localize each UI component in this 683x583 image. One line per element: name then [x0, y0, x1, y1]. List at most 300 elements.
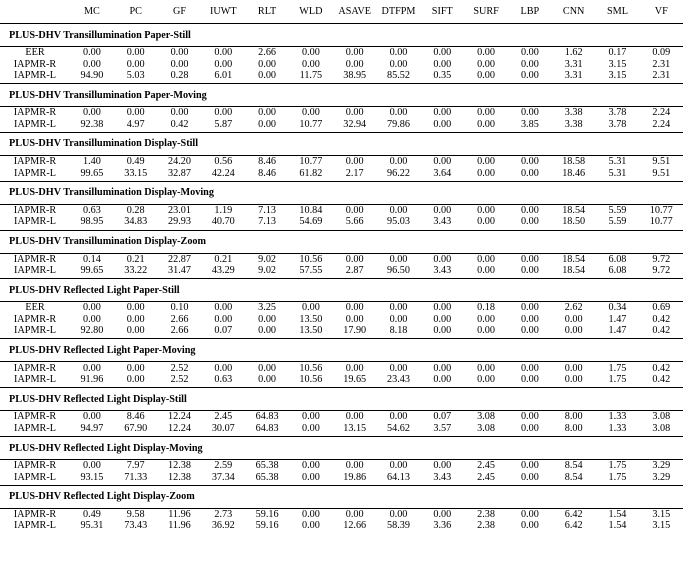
value-cell-pc: 67.90 [124, 422, 148, 434]
value-cell-gf: 12.38 [168, 460, 191, 472]
value-cell-pc: 0.00 [126, 58, 145, 70]
value-cell-vf: 10.77 [649, 204, 673, 216]
value-cell-gf: 29.93 [168, 216, 191, 228]
value-cell-dtfpm: 0.00 [389, 362, 408, 374]
column-header-cnn: CNN [562, 6, 585, 17]
value-cell-vf: 3.08 [652, 422, 671, 434]
metric-label: EER [25, 302, 45, 314]
value-cell-dtfpm: 0.00 [389, 411, 408, 423]
section-title: PLUS-DHV Transillumination Paper-Moving [0, 84, 683, 107]
table-row [0, 107, 683, 119]
section-title: PLUS-DHV Reflected Light Display-Zoom [0, 485, 683, 508]
value-cell-lbp: 0.00 [520, 167, 539, 179]
value-cell-surf: 0.00 [477, 253, 495, 265]
value-cell-mc: 99.65 [80, 167, 104, 179]
table-row [0, 423, 683, 437]
value-cell-sift: 3.43 [433, 265, 452, 277]
value-cell-mc: 0.00 [82, 411, 101, 423]
value-cell-lbp: 0.00 [520, 460, 539, 472]
value-cell-sift: 3.43 [433, 471, 452, 483]
value-cell-vf: 2.31 [652, 58, 671, 70]
value-cell-dtfpm: 79.86 [387, 118, 410, 130]
value-cell-cnn: 6.42 [564, 520, 583, 532]
value-cell-mc: 0.00 [82, 58, 101, 70]
value-cell-asave: 0.00 [345, 204, 364, 216]
value-cell-sml: 1.54 [608, 509, 627, 520]
value-cell-sml: 3.15 [608, 58, 627, 70]
value-cell-lbp: 0.00 [520, 156, 539, 168]
value-cell-wld: 0.00 [301, 460, 320, 472]
value-cell-lbp: 0.00 [520, 325, 539, 337]
value-cell-sift: 3.43 [433, 216, 452, 228]
value-cell-asave: 0.00 [345, 302, 364, 314]
value-cell-sml: 5.59 [608, 204, 627, 216]
table-row [0, 167, 683, 181]
value-cell-vf: 3.29 [652, 460, 671, 472]
column-header-vf: VF [654, 6, 668, 17]
metric-label: IAPMR-L [14, 216, 56, 228]
value-cell-pc: 0.00 [126, 362, 145, 374]
metric-label: IAPMR-L [14, 471, 56, 483]
column-header-rlt: RLT [257, 6, 277, 17]
metric-label: IAPMR-L [14, 265, 56, 277]
column-header-iuwt: IUWT [209, 6, 237, 17]
section-title: PLUS-DHV Transillumination Paper-Still [0, 24, 683, 47]
value-cell-rlt: 9.02 [258, 253, 276, 265]
column-header-wld: WLD [299, 6, 323, 17]
value-cell-surf: 0.00 [477, 118, 495, 130]
value-cell-rlt: 59.16 [255, 509, 279, 520]
value-cell-dtfpm: 0.00 [389, 460, 408, 472]
value-cell-vf: 9.51 [652, 156, 671, 168]
value-cell-lbp: 0.00 [520, 253, 539, 265]
value-cell-surf: 0.00 [477, 325, 495, 337]
metric-label: IAPMR-R [13, 204, 57, 216]
value-cell-sml: 6.08 [608, 253, 627, 265]
value-cell-pc: 0.00 [126, 374, 145, 386]
value-cell-sift: 0.00 [433, 107, 452, 119]
value-cell-rlt: 8.46 [258, 156, 276, 168]
value-cell-dtfpm: 96.50 [387, 265, 410, 277]
value-cell-gf: 0.00 [170, 47, 189, 59]
value-cell-surf: 2.45 [477, 471, 495, 483]
value-cell-sift: 3.57 [433, 422, 452, 434]
value-cell-iuwt: 0.00 [214, 362, 233, 374]
value-cell-cnn: 8.00 [564, 422, 583, 434]
value-cell-mc: 0.00 [82, 460, 101, 472]
table-row [0, 362, 683, 374]
value-cell-wld: 10.84 [299, 204, 323, 216]
value-cell-surf: 3.08 [477, 411, 495, 423]
value-cell-cnn: 3.31 [564, 58, 583, 70]
value-cell-iuwt: 0.00 [214, 313, 233, 325]
value-cell-vf: 3.15 [652, 509, 671, 520]
value-cell-mc: 0.49 [82, 509, 101, 520]
value-cell-lbp: 0.00 [520, 302, 539, 314]
value-cell-asave: 2.87 [345, 265, 364, 277]
value-cell-mc: 94.97 [80, 422, 104, 434]
value-cell-mc: 93.15 [80, 471, 104, 483]
column-header-sml: SML [606, 6, 628, 17]
value-cell-asave: 0.00 [345, 509, 364, 520]
table-row [0, 204, 683, 216]
table-header [0, 0, 683, 24]
value-cell-wld: 13.50 [299, 313, 323, 325]
section-header-row [0, 339, 683, 362]
value-cell-iuwt: 0.56 [214, 156, 233, 168]
value-cell-surf: 0.00 [477, 216, 495, 228]
value-cell-mc: 94.90 [80, 69, 104, 81]
value-cell-rlt: 65.38 [255, 460, 279, 472]
value-cell-wld: 0.00 [301, 107, 320, 119]
value-cell-sift: 0.00 [433, 460, 452, 472]
section-title: PLUS-DHV Transillumination Display-Zoom [0, 230, 683, 253]
section-header-row [0, 84, 683, 107]
section-header-row [0, 132, 683, 155]
value-cell-vf: 9.72 [652, 265, 671, 277]
value-cell-surf: 0.00 [477, 107, 495, 119]
value-cell-lbp: 0.00 [520, 204, 539, 216]
value-cell-cnn: 6.42 [564, 509, 583, 520]
value-cell-iuwt: 2.73 [214, 509, 233, 520]
table-row [0, 460, 683, 472]
value-cell-asave: 19.65 [343, 374, 367, 386]
value-cell-pc: 0.00 [126, 302, 145, 314]
value-cell-cnn: 0.00 [564, 374, 583, 386]
table-row [0, 302, 683, 314]
value-cell-asave: 19.86 [343, 471, 367, 483]
metric-label: IAPMR-R [13, 253, 57, 265]
value-cell-surf: 3.08 [477, 422, 495, 434]
value-cell-iuwt: 2.45 [214, 411, 233, 423]
value-cell-rlt: 0.00 [258, 107, 276, 119]
value-cell-surf: 0.00 [477, 362, 495, 374]
column-header-asave: ASAVE [338, 6, 371, 17]
value-cell-pc: 0.00 [126, 325, 145, 337]
table-row [0, 265, 683, 279]
value-cell-sift: 0.00 [433, 302, 452, 314]
metric-label: IAPMR-R [13, 509, 57, 520]
value-cell-vf: 0.42 [652, 313, 671, 325]
metric-label: IAPMR-R [13, 156, 57, 168]
value-cell-iuwt: 30.07 [211, 422, 235, 434]
value-cell-sift: 3.64 [433, 167, 452, 179]
metric-label: IAPMR-R [13, 107, 57, 119]
value-cell-asave: 17.90 [343, 325, 367, 337]
value-cell-pc: 0.28 [126, 204, 145, 216]
value-cell-cnn: 8.00 [564, 411, 583, 423]
value-cell-dtfpm: 54.62 [387, 422, 410, 434]
value-cell-iuwt: 0.00 [214, 302, 233, 314]
value-cell-wld: 0.00 [301, 302, 320, 314]
value-cell-surf: 0.00 [477, 58, 495, 70]
value-cell-iuwt: 37.34 [211, 471, 235, 483]
value-cell-wld: 54.69 [299, 216, 323, 228]
section-title: PLUS-DHV Reflected Light Display-Still [0, 388, 683, 411]
value-cell-sml: 1.54 [608, 520, 627, 532]
value-cell-rlt: 65.38 [255, 471, 279, 483]
value-cell-rlt: 2.66 [258, 47, 276, 59]
value-cell-vf: 2.24 [652, 118, 671, 130]
value-cell-pc: 33.22 [124, 265, 148, 277]
value-cell-pc: 9.58 [126, 509, 145, 520]
value-cell-sml: 0.34 [608, 302, 627, 314]
value-cell-dtfpm: 0.00 [389, 509, 408, 520]
value-cell-lbp: 0.00 [520, 107, 539, 119]
value-cell-pc: 7.97 [126, 460, 145, 472]
value-cell-gf: 0.00 [170, 58, 189, 70]
section-header-row [0, 485, 683, 508]
value-cell-sift: 0.00 [433, 325, 452, 337]
value-cell-cnn: 2.62 [564, 302, 583, 314]
value-cell-dtfpm: 0.00 [389, 302, 408, 314]
section-header-row [0, 279, 683, 302]
value-cell-wld: 10.77 [299, 118, 323, 130]
value-cell-lbp: 0.00 [520, 520, 539, 532]
value-cell-vf: 2.24 [652, 107, 671, 119]
value-cell-iuwt: 0.63 [214, 374, 233, 386]
value-cell-vf: 10.77 [649, 216, 673, 228]
value-cell-wld: 0.00 [301, 47, 320, 59]
value-cell-pc: 0.21 [126, 253, 145, 265]
value-cell-rlt: 0.00 [258, 313, 276, 325]
value-cell-cnn: 0.00 [564, 325, 583, 337]
value-cell-gf: 0.00 [170, 107, 189, 119]
value-cell-rlt: 64.83 [255, 422, 279, 434]
value-cell-rlt: 0.00 [258, 374, 276, 386]
metric-label: IAPMR-R [13, 313, 57, 325]
value-cell-sml: 3.78 [608, 118, 627, 130]
value-cell-cnn: 0.00 [564, 362, 583, 374]
value-cell-gf: 0.42 [170, 118, 189, 130]
column-header-sift: SIFT [431, 6, 453, 17]
value-cell-iuwt: 0.07 [214, 325, 233, 337]
value-cell-surf: 0.00 [477, 374, 495, 386]
value-cell-sift: 0.00 [433, 374, 452, 386]
table-row [0, 325, 683, 339]
value-cell-surf: 0.00 [477, 265, 495, 277]
value-cell-wld: 0.00 [301, 520, 320, 532]
value-cell-sift: 0.00 [433, 509, 452, 520]
value-cell-sml: 1.75 [608, 471, 627, 483]
value-cell-pc: 73.43 [124, 520, 148, 532]
value-cell-lbp: 0.00 [520, 509, 539, 520]
value-cell-dtfpm: 8.18 [389, 325, 408, 337]
value-cell-dtfpm: 64.13 [387, 471, 410, 483]
value-cell-surf: 2.45 [477, 460, 495, 472]
metric-label: IAPMR-L [14, 118, 56, 130]
value-cell-iuwt: 40.70 [211, 216, 235, 228]
value-cell-iuwt: 1.19 [214, 204, 233, 216]
value-cell-asave: 0.00 [345, 460, 364, 472]
value-cell-vf: 0.09 [652, 47, 671, 59]
value-cell-vf: 2.31 [652, 69, 671, 81]
value-cell-mc: 0.00 [82, 302, 101, 314]
value-cell-wld: 11.75 [299, 69, 323, 81]
value-cell-cnn: 1.62 [564, 47, 583, 59]
value-cell-asave: 2.17 [345, 167, 364, 179]
value-cell-mc: 0.00 [82, 362, 101, 374]
value-cell-wld: 0.00 [301, 422, 320, 434]
value-cell-wld: 13.50 [299, 325, 323, 337]
column-header-mc: MC [83, 6, 100, 17]
value-cell-lbp: 0.00 [520, 411, 539, 423]
value-cell-lbp: 0.00 [520, 58, 539, 70]
value-cell-dtfpm: 0.00 [389, 58, 408, 70]
value-cell-vf: 0.69 [652, 302, 671, 314]
value-cell-asave: 0.00 [345, 58, 364, 70]
value-cell-rlt: 3.25 [258, 302, 276, 314]
value-cell-pc: 34.83 [124, 216, 148, 228]
value-cell-dtfpm: 95.03 [387, 216, 410, 228]
value-cell-sift: 3.36 [433, 520, 452, 532]
value-cell-sift: 0.00 [433, 47, 452, 59]
value-cell-mc: 92.38 [80, 118, 104, 130]
table-body [0, 24, 683, 534]
value-cell-pc: 33.15 [124, 167, 148, 179]
value-cell-sml: 5.31 [608, 167, 627, 179]
value-cell-pc: 0.00 [126, 313, 145, 325]
column-header-surf: SURF [473, 6, 499, 17]
table-row [0, 47, 683, 59]
value-cell-sift: 0.07 [433, 411, 452, 423]
value-cell-surf: 0.00 [477, 313, 495, 325]
value-cell-wld: 0.00 [301, 58, 320, 70]
value-cell-gf: 12.38 [168, 471, 191, 483]
value-cell-rlt: 64.83 [255, 411, 279, 423]
value-cell-sift: 0.00 [433, 313, 452, 325]
section-header-row [0, 230, 683, 253]
value-cell-sml: 1.75 [608, 460, 627, 472]
value-cell-wld: 10.77 [299, 156, 323, 168]
value-cell-cnn: 0.00 [564, 313, 583, 325]
value-cell-sift: 0.00 [433, 253, 452, 265]
metric-label: IAPMR-L [14, 167, 56, 179]
value-cell-mc: 95.31 [80, 520, 104, 532]
value-cell-iuwt: 0.00 [214, 47, 233, 59]
value-cell-sml: 3.15 [608, 69, 627, 81]
value-cell-rlt: 9.02 [258, 265, 276, 277]
value-cell-mc: 0.00 [82, 313, 101, 325]
header-row [0, 0, 683, 24]
value-cell-surf: 0.00 [477, 47, 495, 59]
table-row [0, 520, 683, 533]
metric-label: IAPMR-L [14, 374, 56, 386]
value-cell-surf: 2.38 [477, 520, 495, 532]
value-cell-surf: 0.00 [477, 167, 495, 179]
section-header-row [0, 24, 683, 47]
value-cell-mc: 91.96 [80, 374, 104, 386]
table-row [0, 471, 683, 485]
column-header-pc: PC [129, 6, 142, 17]
table-row [0, 411, 683, 423]
value-cell-sift: 0.00 [433, 58, 452, 70]
value-cell-dtfpm: 0.00 [389, 253, 408, 265]
value-cell-sml: 1.75 [608, 374, 627, 386]
value-cell-asave: 32.94 [343, 118, 367, 130]
value-cell-asave: 0.00 [345, 107, 364, 119]
value-cell-wld: 10.56 [299, 362, 323, 374]
metric-label: IAPMR-L [14, 325, 56, 337]
value-cell-gf: 2.52 [170, 374, 189, 386]
value-cell-asave: 0.00 [345, 362, 364, 374]
table-row [0, 70, 683, 84]
value-cell-surf: 2.38 [477, 509, 495, 520]
table-row [0, 508, 683, 520]
metric-label: IAPMR-R [13, 58, 57, 70]
value-cell-dtfpm: 0.00 [389, 313, 408, 325]
value-cell-pc: 0.00 [126, 47, 145, 59]
value-cell-cnn: 3.38 [564, 107, 583, 119]
value-cell-cnn: 18.54 [562, 253, 586, 265]
value-cell-iuwt: 0.21 [214, 253, 233, 265]
table-row [0, 155, 683, 167]
value-cell-mc: 99.65 [80, 265, 104, 277]
value-cell-lbp: 0.00 [520, 69, 539, 81]
value-cell-iuwt: 5.87 [214, 118, 233, 130]
value-cell-sml: 1.33 [608, 411, 627, 423]
section-header-row [0, 181, 683, 204]
value-cell-rlt: 7.13 [258, 216, 276, 228]
value-cell-sml: 1.33 [608, 422, 627, 434]
value-cell-iuwt: 36.92 [211, 520, 235, 532]
value-cell-vf: 0.42 [652, 362, 671, 374]
value-cell-rlt: 0.00 [258, 58, 276, 70]
value-cell-cnn: 18.58 [562, 156, 586, 168]
value-cell-sml: 0.17 [608, 47, 627, 59]
value-cell-asave: 13.15 [343, 422, 367, 434]
value-cell-pc: 5.03 [126, 69, 145, 81]
value-cell-sift: 0.35 [433, 69, 452, 81]
value-cell-mc: 98.95 [80, 216, 104, 228]
value-cell-vf: 9.51 [652, 167, 671, 179]
value-cell-mc: 92.80 [80, 325, 104, 337]
value-cell-sml: 1.75 [608, 362, 627, 374]
value-cell-rlt: 0.00 [258, 69, 276, 81]
value-cell-pc: 8.46 [126, 411, 145, 423]
value-cell-iuwt: 0.00 [214, 58, 233, 70]
value-cell-asave: 0.00 [345, 313, 364, 325]
value-cell-lbp: 0.00 [520, 374, 539, 386]
value-cell-surf: 0.00 [477, 204, 495, 216]
table-row [0, 216, 683, 230]
value-cell-cnn: 18.54 [562, 204, 586, 216]
value-cell-rlt: 0.00 [258, 118, 276, 130]
value-cell-gf: 24.20 [168, 156, 191, 168]
value-cell-lbp: 0.00 [520, 47, 539, 59]
value-cell-dtfpm: 0.00 [389, 107, 408, 119]
table-row [0, 374, 683, 388]
value-cell-iuwt: 43.29 [211, 265, 235, 277]
value-cell-rlt: 8.46 [258, 167, 276, 179]
value-cell-iuwt: 6.01 [214, 69, 233, 81]
value-cell-gf: 23.01 [168, 204, 191, 216]
column-header-gf: GF [172, 6, 186, 17]
value-cell-cnn: 18.46 [562, 167, 586, 179]
value-cell-mc: 0.63 [82, 204, 101, 216]
section-title: PLUS-DHV Reflected Light Display-Moving [0, 437, 683, 460]
value-cell-gf: 31.47 [168, 265, 191, 277]
value-cell-wld: 61.82 [299, 167, 323, 179]
metric-label: IAPMR-R [13, 460, 57, 472]
value-cell-surf: 0.00 [477, 69, 495, 81]
value-cell-iuwt: 42.24 [211, 167, 235, 179]
value-cell-mc: 0.00 [82, 107, 101, 119]
value-cell-sml: 6.08 [608, 265, 627, 277]
value-cell-gf: 22.87 [168, 253, 191, 265]
table-row [0, 314, 683, 325]
value-cell-asave: 0.00 [345, 253, 364, 265]
